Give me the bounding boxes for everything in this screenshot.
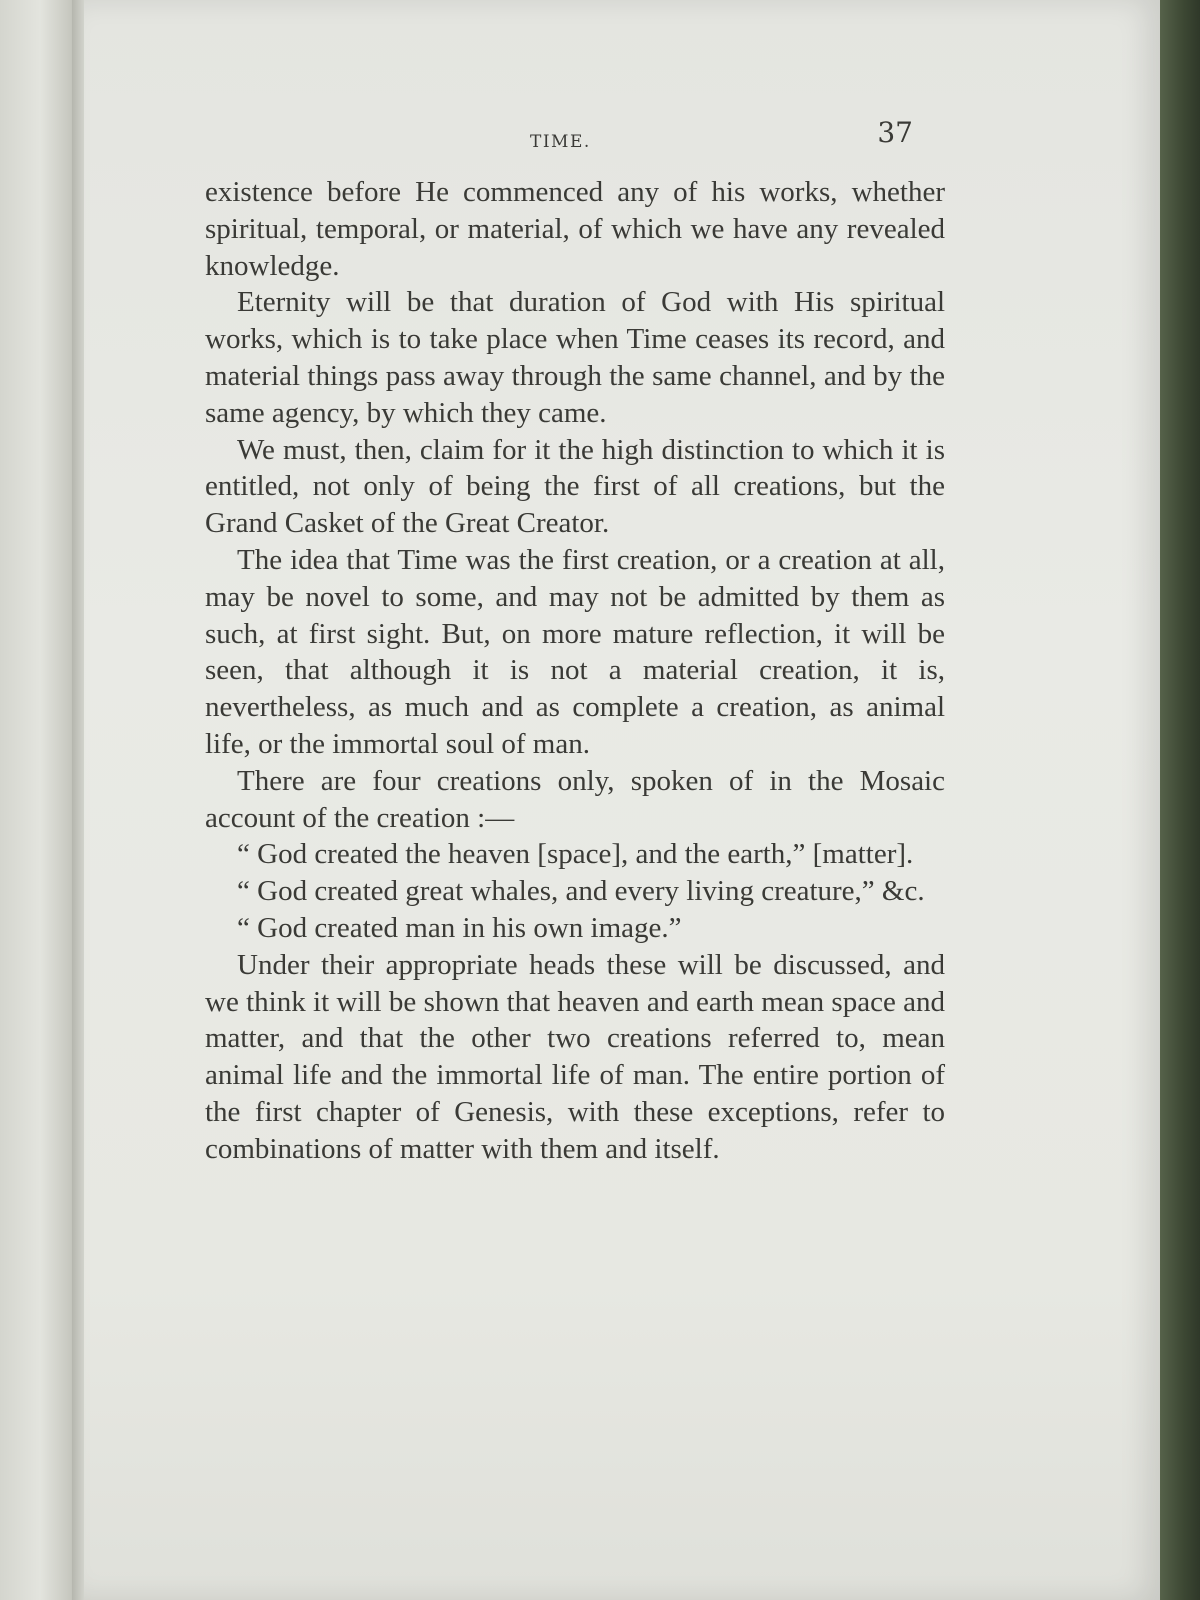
paragraph: Eternity will be that duration of God with His spiritual works, which is to take place when Time ceases its record, and material things pass away through the same channel, and by the same agency, by which they came. (205, 286, 945, 429)
quotation: “ God created the heaven [space], and the earth,” [matter]. (237, 838, 914, 871)
facing-page-edge (0, 0, 80, 1600)
quotation: “ God created man in his own image.” (237, 911, 682, 944)
quotation: “ God created great whales, and every living creature,” &c. (237, 875, 925, 908)
body-text (205, 174, 945, 1168)
paragraph: There are four creations only, spoken of in the Mosaic account of the creation :— (205, 764, 945, 834)
running-head-title: TIME. (530, 132, 591, 152)
paragraph: We must, then, claim for it the high distinction to which it is entitled, not only of being the first of all creations, but the Grand Casket of the Great Creator. (205, 433, 945, 540)
page-text-block (205, 112, 945, 1168)
page-number: 37 (877, 116, 913, 149)
paragraph: existence before He commenced any of his works, whether spiritual, temporal, or material, of which we have any revealed knowledge. (205, 176, 945, 282)
paragraph: The idea that Time was the first creation, or a creation at all, may be novel to some, and may not be admitted by them as such, at first sight. But, on more mature reflection, it will be seen, that although it is not a material creation, it is, nevertheless, as much and as complete a creation, as animal life, or the immortal soul of man. (205, 543, 945, 760)
paragraph: Under their appropriate heads these will be discussed, and we think it will be shown that heaven and earth mean space and matter, and that the other two creations referred to, mean animal life and the immortal life of man. The entire portion of the first chapter of Genesis, with these exceptions, refer to combinations of matter with them and itself. (205, 948, 945, 1165)
book-cover-edge (1160, 0, 1200, 1600)
running-head (205, 112, 945, 156)
